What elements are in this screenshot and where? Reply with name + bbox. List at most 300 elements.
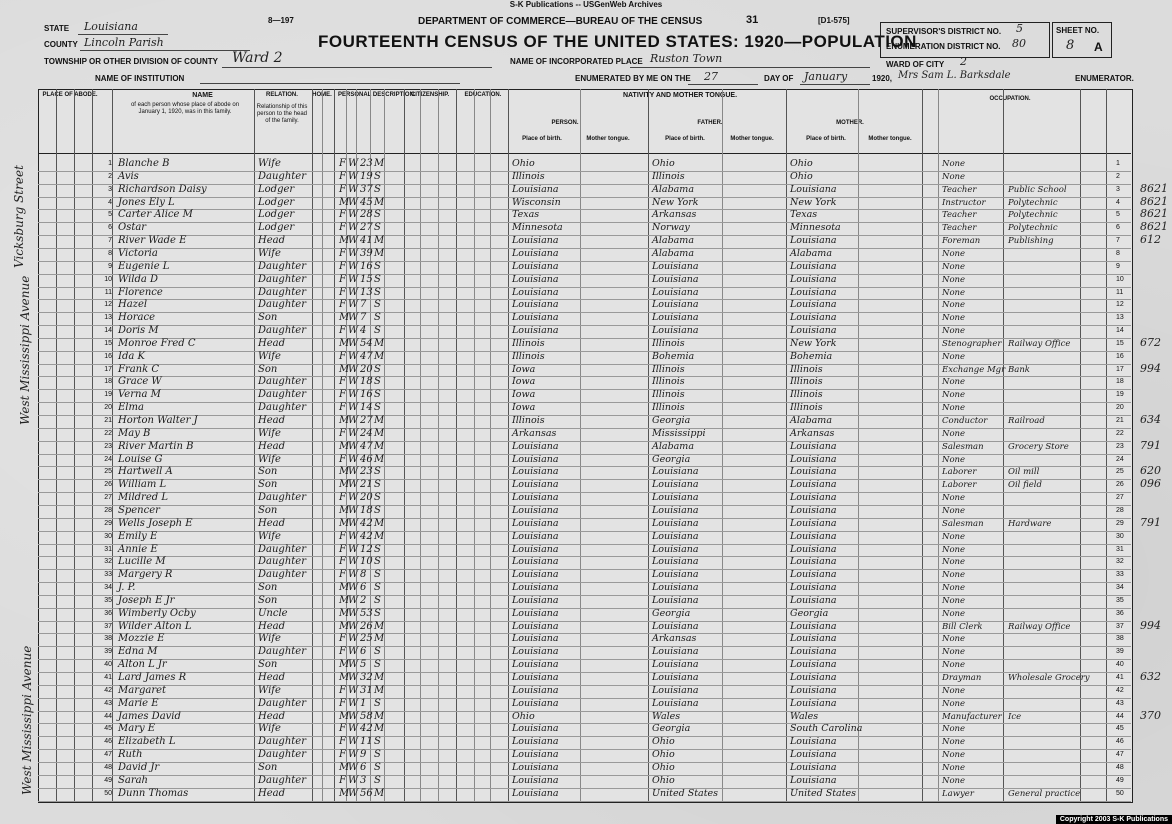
row-number-right: 39 [1116, 648, 1124, 656]
age-cell: 54 [360, 337, 373, 349]
person-name-cell: Margery R [118, 569, 173, 581]
row-number: 34 [104, 584, 112, 592]
marital-status-cell: M [374, 530, 385, 542]
sex-cell: F [339, 749, 346, 761]
table-row [38, 299, 1131, 300]
sex-cell: F [339, 260, 346, 272]
father-birthplace-cell: Illinois [652, 363, 685, 375]
marital-status-cell: S [374, 646, 381, 658]
marital-status-cell: M [374, 517, 385, 529]
occupation-cell: None [942, 428, 966, 439]
banner: S-K Publications -- USGenWeb Archives [509, 0, 663, 9]
birthplace-cell: Louisiana [512, 492, 559, 504]
age-cell: 11 [360, 736, 373, 748]
age-cell: 53 [360, 607, 373, 619]
age-cell: 6 [360, 582, 367, 594]
father-birthplace-cell: Ohio [652, 761, 675, 773]
mother-birthplace-cell: Louisiana [790, 620, 837, 632]
birthplace-cell: Louisiana [512, 569, 559, 581]
birthplace-cell: Louisiana [512, 697, 559, 709]
marital-status-cell: S [374, 749, 381, 761]
age-cell: 16 [360, 389, 373, 401]
row-number: 42 [104, 686, 112, 694]
father-birthplace-cell: Louisiana [652, 479, 699, 491]
race-cell: W [348, 684, 359, 696]
row-number: 26 [104, 481, 112, 489]
relation-cell: Daughter [258, 543, 306, 555]
enumerator-label: ENUMERATOR. [1075, 74, 1134, 83]
sex-cell: F [339, 376, 346, 388]
relation-cell: Head [258, 710, 286, 722]
mother-birthplace-cell: Illinois [790, 402, 823, 414]
industry-cell: Oil field [1008, 480, 1042, 491]
relation-cell: Daughter [258, 736, 306, 748]
sex-cell: F [339, 299, 346, 311]
row-number: 48 [104, 763, 112, 771]
month-value: January [804, 70, 848, 83]
birthplace-cell: Iowa [512, 402, 536, 414]
right-margin-code: 791 [1140, 515, 1161, 529]
row-number-right: 47 [1116, 751, 1124, 759]
mother-birthplace-cell: Louisiana [790, 749, 837, 761]
person-name-cell: Edna M [118, 646, 158, 658]
father-birthplace-cell: Louisiana [652, 556, 699, 568]
age-cell: 13 [360, 286, 373, 298]
row-number-right: 27 [1116, 494, 1124, 502]
age-cell: 21 [360, 479, 373, 491]
township-label: TOWNSHIP OR OTHER DIVISION OF COUNTY [44, 57, 218, 66]
row-number-right: 43 [1116, 699, 1124, 707]
occupation-cell: Salesman [942, 441, 984, 452]
right-margin-code: 8621 [1140, 194, 1168, 208]
father-birthplace-cell: Illinois [652, 402, 685, 414]
relation-cell: Son [258, 504, 278, 516]
age-cell: 42 [360, 723, 373, 735]
occupation-cell: None [942, 390, 966, 401]
sex-cell: F [339, 543, 346, 555]
occupation-cell: Teacher [942, 210, 977, 221]
mother-birthplace-cell: Louisiana [790, 543, 837, 555]
person-name-cell: Ida K [118, 350, 145, 362]
county-label: COUNTY [44, 40, 78, 49]
birthplace-cell: Louisiana [512, 723, 559, 735]
marital-status-cell: S [374, 312, 381, 324]
person-name-cell: Jones Ely L [118, 196, 175, 208]
sex-cell: F [339, 427, 346, 439]
birthplace-cell: Ohio [512, 710, 535, 722]
occupation-cell: Salesman [942, 518, 984, 529]
birthplace-cell: Illinois [512, 337, 545, 349]
person-name-cell: Lucille M [118, 556, 166, 568]
occupation-cell: None [942, 159, 966, 169]
person-pob-header: Place of birth. [522, 136, 562, 142]
right-margin-code: 791 [1140, 438, 1161, 452]
sex-cell: F [339, 646, 346, 658]
row-number: 24 [104, 455, 112, 463]
row-number: 11 [104, 288, 112, 296]
row-number: 18 [104, 378, 112, 386]
occupation-cell: None [942, 724, 966, 735]
row-number-right: 10 [1116, 275, 1124, 283]
marital-status-cell: S [374, 363, 381, 375]
mother-birthplace-cell: Texas [790, 209, 818, 221]
supervisor-label: SUPERVISOR'S DISTRICT NO. [886, 27, 1002, 36]
relation-cell: Wife [258, 633, 281, 645]
row-number: 14 [104, 327, 112, 335]
age-cell: 47 [360, 350, 373, 362]
race-cell: W [348, 517, 359, 529]
age-cell: 6 [360, 646, 367, 658]
page-title: FOURTEENTH CENSUS OF THE UNITED STATES: 1920—POPULATION [318, 32, 917, 51]
father-birthplace-cell: Arkansas [652, 633, 697, 645]
age-cell: 19 [360, 170, 373, 182]
birthplace-cell: Louisiana [512, 517, 559, 529]
right-margin-code: 8621 [1140, 220, 1168, 234]
person-name-cell: Elma [118, 402, 144, 414]
form-number: 8—197 [268, 16, 294, 25]
age-cell: 16 [360, 260, 373, 272]
sex-cell: F [339, 158, 346, 169]
sex-cell: M [339, 196, 350, 208]
race-cell: W [348, 633, 359, 645]
marital-status-cell: S [374, 594, 381, 606]
person-name-cell: Mildred L [118, 492, 168, 504]
table-row [38, 762, 1131, 763]
race-cell: W [348, 453, 359, 465]
relation-cell: Daughter [258, 389, 306, 401]
person-name-cell: Ruth [118, 749, 143, 761]
age-cell: 47 [360, 440, 373, 452]
father-birthplace-cell: Alabama [652, 183, 694, 195]
relation-cell: Lodger [258, 209, 295, 221]
sex-cell: M [339, 582, 350, 594]
row-number-right: 18 [1116, 378, 1124, 386]
relation-cell: Uncle [258, 607, 288, 619]
sex-cell: M [339, 607, 350, 619]
race-cell: W [348, 273, 359, 285]
marital-status-cell: S [374, 183, 381, 195]
margin-note-3: West Mississippi Avenue [20, 645, 34, 795]
mother-birthplace-cell: Louisiana [790, 440, 837, 452]
person-name-cell: Horton Walter J [118, 415, 198, 426]
person-header: PERSON. [551, 120, 579, 126]
relation-cell: Daughter [258, 556, 306, 568]
right-margin-code: 8621 [1140, 181, 1168, 195]
birthplace-cell: Louisiana [512, 620, 559, 632]
person-name-cell: Emily E [118, 530, 158, 542]
industry-cell: Polytechnic [1008, 223, 1058, 234]
relation-cell: Daughter [258, 325, 306, 337]
marital-status-cell: S [374, 492, 381, 504]
mother-birthplace-cell: Minnesota [790, 222, 841, 234]
father-birthplace-cell: Louisiana [652, 466, 699, 478]
row-number: 1 [108, 160, 112, 167]
day-of-label: DAY OF [764, 74, 794, 83]
marital-status-cell: S [374, 607, 381, 619]
person-name-cell: Joseph E Jr [118, 594, 175, 606]
race-cell: W [348, 337, 359, 349]
father-birthplace-cell: Georgia [652, 415, 691, 426]
father-birthplace-cell: Louisiana [652, 299, 699, 311]
right-margin-code: 8621 [1140, 207, 1168, 221]
name-header-text: of each person whose place of abode on January 1, 1920, was in this family. [130, 102, 240, 115]
row-number-right: 42 [1116, 686, 1124, 694]
father-birthplace-cell: Ohio [652, 736, 675, 748]
institution-label: NAME OF INSTITUTION [95, 74, 185, 83]
table-row [38, 274, 1131, 275]
person-name-cell: Carter Alice M [118, 209, 193, 221]
father-birthplace-cell: Louisiana [652, 620, 699, 632]
mother-birthplace-cell: Alabama [790, 247, 832, 259]
relation-cell: Son [258, 363, 278, 375]
sex-cell: M [339, 363, 350, 375]
mother-birthplace-cell: Louisiana [790, 736, 837, 748]
sex-cell: M [339, 761, 350, 773]
row-number-right: 7 [1116, 237, 1120, 245]
row-number-right: 28 [1116, 506, 1124, 514]
marital-status-cell: M [374, 350, 385, 362]
right-margin-code: 096 [1140, 477, 1161, 491]
mother-birthplace-cell: Bohemia [790, 350, 833, 362]
township-value: Ward 2 [232, 50, 283, 66]
industry-cell: Polytechnic [1008, 210, 1058, 221]
marital-status-cell: M [374, 196, 385, 208]
birthplace-cell: Louisiana [512, 299, 559, 311]
sex-cell: F [339, 170, 346, 182]
row-number-right: 41 [1116, 674, 1124, 681]
marital-status-cell: S [374, 273, 381, 285]
marital-status-cell: S [374, 209, 381, 221]
mother-birthplace-cell: Louisiana [790, 299, 837, 311]
race-cell: W [348, 170, 359, 182]
age-cell: 1 [360, 697, 367, 709]
person-name-cell: River Martin B [118, 440, 194, 452]
person-name-cell: William L [118, 479, 167, 491]
occupation-cell: None [942, 248, 966, 259]
row-number: 2 [108, 172, 112, 180]
marital-status-cell: S [374, 260, 381, 272]
row-number-right: 4 [1116, 198, 1120, 206]
birthplace-cell: Louisiana [512, 247, 559, 259]
person-name-cell: River Wade E [118, 235, 187, 247]
row-number: 39 [104, 648, 112, 656]
person-name-cell: Doris M [118, 325, 159, 337]
row-number: 29 [104, 519, 112, 527]
father-birthplace-cell: Illinois [652, 389, 685, 401]
birthplace-cell: Texas [512, 209, 540, 221]
person-name-cell: Hartwell A [118, 466, 173, 478]
race-cell: W [348, 299, 359, 311]
citizenship-header: CITIZENSHIP. [410, 92, 450, 98]
person-name-cell: Hazel [118, 299, 148, 311]
age-cell: 4 [360, 325, 367, 337]
mother-birthplace-cell: Louisiana [790, 659, 837, 671]
father-birthplace-cell: Ohio [652, 774, 675, 786]
race-cell: W [348, 427, 359, 439]
birthplace-cell: Louisiana [512, 453, 559, 465]
supervisor-value: 5 [1016, 22, 1023, 35]
person-name-cell: Annie E [118, 543, 158, 555]
race-cell: W [348, 569, 359, 581]
person-name-cell: Wells Joseph E [118, 517, 193, 529]
mother-birthplace-cell: Louisiana [790, 530, 837, 542]
table-row [38, 544, 1131, 545]
sex-cell: M [339, 620, 350, 632]
table-row [38, 569, 1131, 570]
relation-cell: Son [258, 594, 278, 606]
age-cell: 6 [360, 761, 367, 773]
race-cell: W [348, 646, 359, 658]
sex-cell: M [339, 312, 350, 324]
race-cell: W [348, 247, 359, 259]
table-row [38, 736, 1131, 737]
age-cell: 46 [360, 453, 373, 465]
relation-cell: Head [258, 440, 286, 452]
father-birthplace-cell: Louisiana [652, 684, 699, 696]
father-birthplace-cell: Louisiana [652, 646, 699, 658]
occupation-cell: None [942, 403, 966, 414]
sheet-letter: A [1094, 40, 1103, 54]
age-cell: 37 [360, 183, 373, 195]
age-cell: 18 [360, 504, 373, 516]
relation-cell: Head [258, 235, 286, 247]
occupation-header: OCCUPATION. [989, 96, 1031, 102]
row-number-right: 15 [1116, 339, 1124, 347]
row-number-right: 50 [1116, 789, 1124, 797]
mother-birthplace-cell: Louisiana [790, 235, 837, 247]
row-number: 43 [104, 699, 112, 707]
person-name-cell: Wilda D [118, 273, 159, 285]
sex-cell: F [339, 209, 346, 221]
occupation-cell: Teacher [942, 184, 977, 195]
table-row [38, 287, 1131, 288]
father-birthplace-cell: Louisiana [652, 504, 699, 516]
age-cell: 32 [360, 672, 373, 683]
right-margin-code: 634 [1140, 413, 1161, 426]
row-number-right: 35 [1116, 596, 1124, 604]
education-header: EDUCATION. [464, 92, 502, 98]
sex-cell: F [339, 633, 346, 645]
right-margin-code: 994 [1140, 618, 1161, 632]
relation-cell: Daughter [258, 697, 306, 709]
marital-status-cell: M [374, 672, 385, 683]
race-cell: W [348, 402, 359, 414]
father-birthplace-cell: Illinois [652, 376, 685, 388]
race-cell: W [348, 543, 359, 555]
marital-status-cell: M [374, 247, 385, 259]
occupation-cell: Teacher [942, 223, 977, 234]
occupation-cell: None [942, 274, 966, 285]
race-cell: W [348, 363, 359, 375]
enumerator-value: Mrs Sam L. Barksdale [898, 70, 1011, 81]
relation-cell: Head [258, 787, 286, 799]
mother-birthplace-cell: Alabama [790, 415, 832, 426]
mother-birthplace-cell: Louisiana [790, 672, 837, 683]
mother-birthplace-cell: Louisiana [790, 582, 837, 594]
mother-birthplace-cell: Illinois [790, 363, 823, 375]
birthplace-cell: Louisiana [512, 273, 559, 285]
age-cell: 26 [360, 620, 373, 632]
relation-cell: Wife [258, 350, 281, 362]
age-cell: 18 [360, 376, 373, 388]
father-birthplace-cell: Alabama [652, 235, 694, 247]
right-margin-code: 620 [1140, 464, 1161, 478]
row-number: 33 [104, 571, 112, 579]
marital-status-cell: S [374, 504, 381, 516]
father-birthplace-cell: Louisiana [652, 312, 699, 324]
race-cell: W [348, 672, 359, 683]
mother-birthplace-cell: Georgia [790, 607, 829, 619]
age-cell: 7 [360, 312, 367, 324]
relation-cell: Son [258, 582, 278, 594]
mother-birthplace-cell: Louisiana [790, 453, 837, 465]
row-number-right: 9 [1116, 262, 1120, 270]
row-number-right: 19 [1116, 391, 1124, 399]
relation-cell: Head [258, 337, 286, 349]
race-cell: W [348, 235, 359, 247]
race-cell: W [348, 697, 359, 709]
age-cell: 3 [360, 774, 367, 786]
marital-status-cell: S [374, 556, 381, 568]
birthplace-cell: Louisiana [512, 183, 559, 195]
year-label: 1920, [872, 74, 893, 83]
occupation-cell: None [942, 454, 966, 465]
row-number: 12 [104, 301, 112, 309]
sex-cell: M [339, 594, 350, 606]
marital-status-cell: S [374, 543, 381, 555]
industry-cell: Polytechnic [1008, 197, 1058, 208]
birthplace-cell: Louisiana [512, 286, 559, 298]
father-birthplace-cell: Ohio [652, 158, 675, 169]
father-birthplace-cell: Bohemia [652, 350, 695, 362]
person-name-cell: Verna M [118, 389, 161, 401]
row-number-right: 33 [1116, 571, 1124, 579]
marital-status-cell: M [374, 633, 385, 645]
occupation-cell: None [942, 493, 966, 504]
age-cell: 39 [360, 247, 373, 259]
row-number-right: 36 [1116, 609, 1124, 617]
father-birthplace-cell: Louisiana [652, 543, 699, 555]
mother-birthplace-cell: Louisiana [790, 479, 837, 491]
age-cell: 5 [360, 659, 367, 671]
race-cell: W [348, 749, 359, 761]
person-name-cell: Dunn Thomas [118, 787, 189, 799]
relation-cell: Wife [258, 453, 281, 465]
row-number-right: 46 [1116, 738, 1124, 746]
father-birthplace-cell: Mississippi [652, 427, 706, 439]
person-name-cell: Monroe Fred C [118, 337, 196, 349]
row-number: 8 [108, 249, 112, 257]
industry-cell: Bank [1008, 364, 1030, 375]
occupation-cell: None [942, 505, 966, 516]
relation-cell: Head [258, 517, 286, 529]
mother-birthplace-cell: Illinois [790, 376, 823, 388]
marital-status-cell: M [374, 158, 385, 169]
person-name-cell: Mary E [118, 723, 156, 735]
person-name-cell: Wilder Alton L [118, 620, 192, 632]
race-cell: W [348, 183, 359, 195]
sex-cell: F [339, 286, 346, 298]
relation-header-text: Relationship of this person to the head of the family. [256, 104, 308, 124]
sex-cell: F [339, 389, 346, 401]
relation-cell: Wife [258, 427, 281, 439]
father-birthplace-cell: Louisiana [652, 582, 699, 594]
marital-status-cell: S [374, 466, 381, 478]
row-number: 32 [104, 558, 112, 566]
father-birthplace-cell: Louisiana [652, 273, 699, 285]
mother-birthplace-cell: Wales [790, 710, 819, 722]
relation-cell: Son [258, 479, 278, 491]
